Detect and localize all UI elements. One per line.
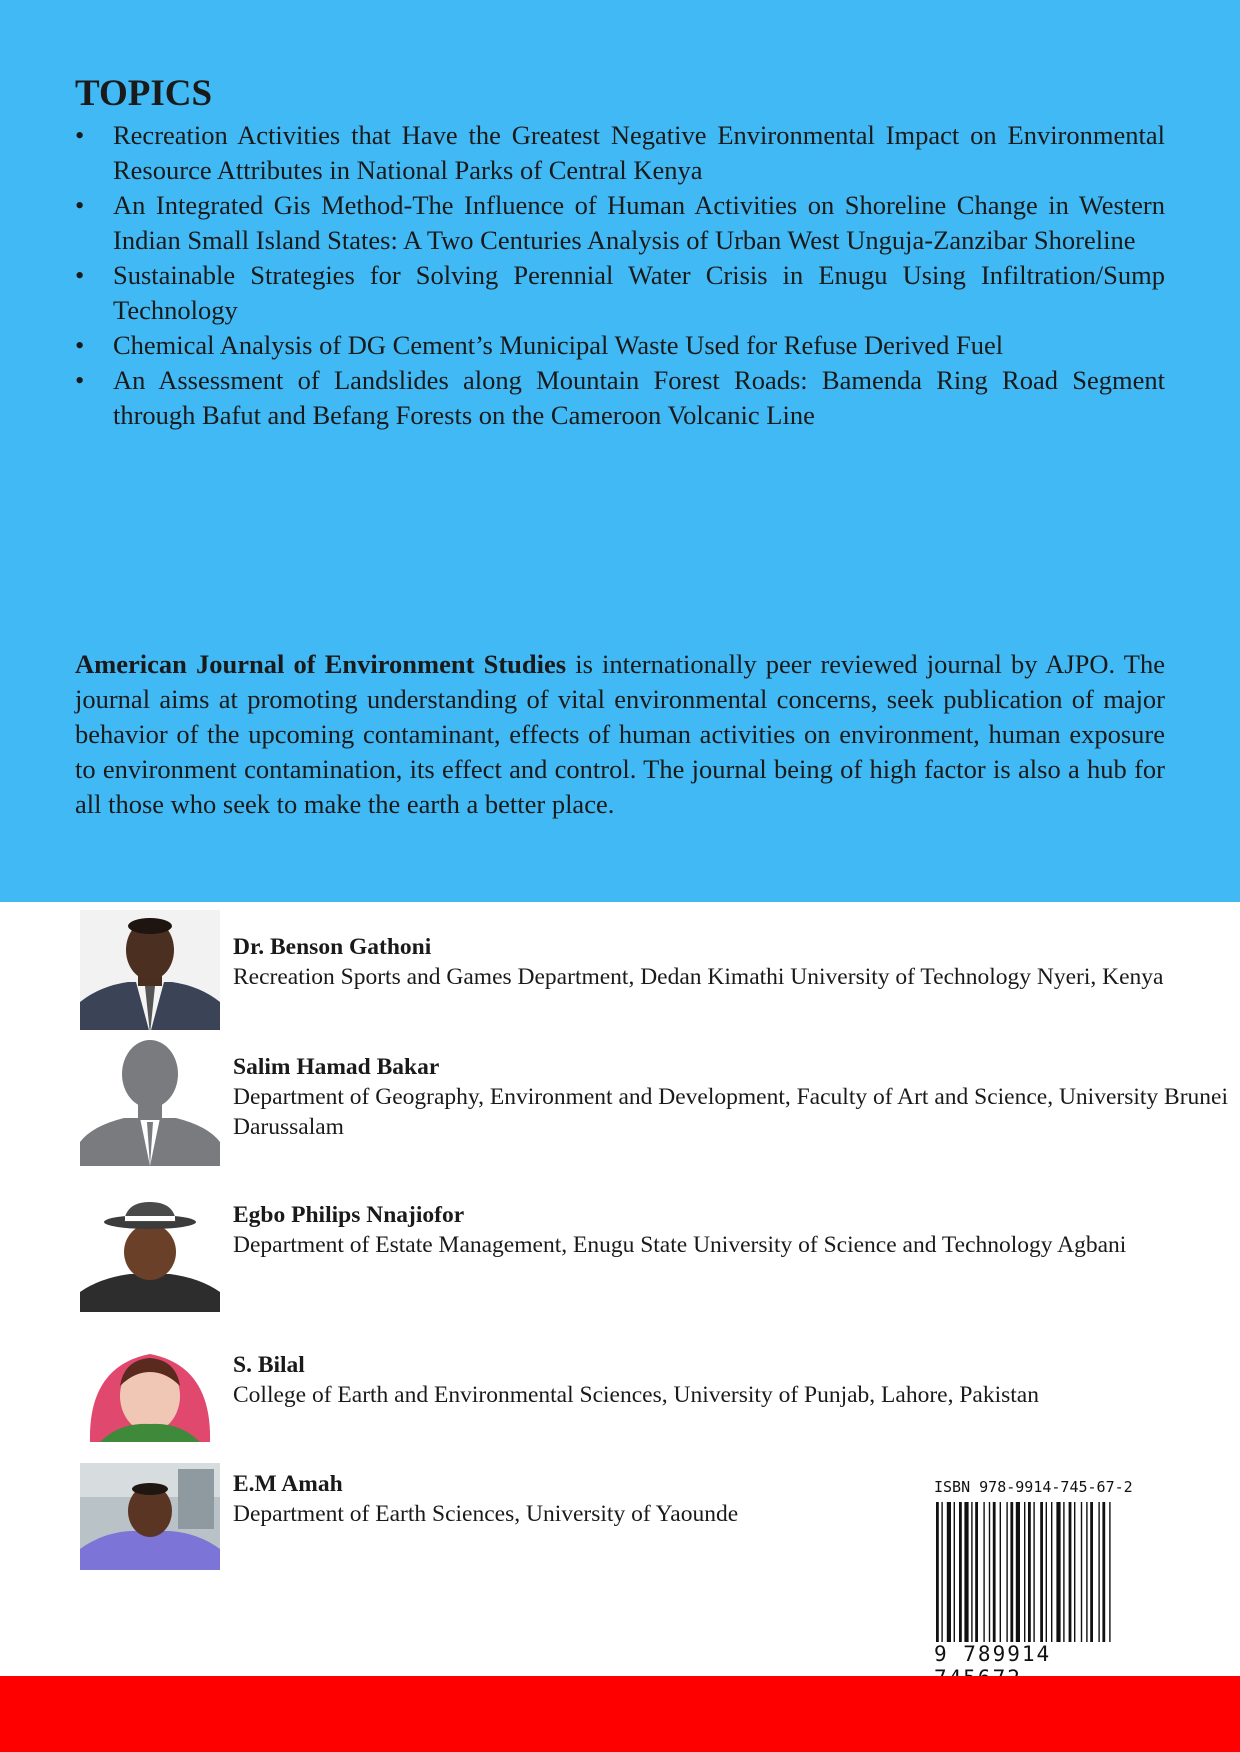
topic-text: An Assessment of Landslides along Mountain Forest Roads: Bamenda Ring Road Segment through Bafut and Befang Forests on the Cameroon Volcanic Line: [113, 365, 1165, 430]
avatar-placeholder-icon: [80, 1030, 220, 1166]
topic-text: Recreation Activities that Have the Greatest Negative Environmental Impact on Environmental Resource Attributes in National Parks of Central Kenya: [113, 120, 1165, 185]
topic-text: An Integrated Gis Method-The Influence of Human Activities on Shoreline Change in Western Indian Small Island States: A Two Centuries Analysis of Urban West Unguja-Zanzibar Shoreline: [113, 190, 1165, 255]
barcode-bar: [1000, 1502, 1001, 1642]
barcode-bar: [1102, 1502, 1105, 1652]
barcode-digits: 9 789914: [932, 1642, 1148, 1690]
topics-list: [75, 118, 1165, 433]
author-photo: [80, 1030, 220, 1166]
author-affiliation: Department of Earth Sciences, University of Yaounde: [233, 1501, 739, 1527]
barcode-bar: [1040, 1502, 1043, 1642]
journal-description-text: is internationally peer reviewed journal by AJPO. The journal aims at promoting understanding of vital environmental concerns, seek publication of major behavior of the upcoming contaminant, effects of human activities on environment, human exposure to environment contamination, its effect and control. The journal being of high factor is also a hub for all those who seek to make the earth a better place.: [75, 649, 1165, 819]
portrait-photo: [80, 1346, 220, 1442]
barcode-bar: [1028, 1502, 1031, 1652]
barcode-bar: [975, 1502, 978, 1642]
barcode-bar: [959, 1502, 962, 1642]
portrait-photo: [80, 1463, 220, 1570]
author-name: Dr. Benson Gathoni: [233, 934, 432, 960]
author-photo: [80, 1346, 220, 1442]
author-affiliation: Department of Estate Management, Enugu State University of Science and Technology Agbani: [233, 1232, 1127, 1258]
barcode-bar: [1081, 1502, 1082, 1642]
barcode-bar: [1069, 1502, 1072, 1642]
author-info: [233, 932, 1233, 992]
journal-description: [75, 647, 1165, 822]
barcode-bar: [989, 1502, 990, 1642]
portrait-photo: [80, 910, 220, 1034]
topic-item: [75, 328, 1165, 363]
topic-item: [75, 118, 1165, 188]
author-info: [233, 1200, 1233, 1260]
barcode-bar: [1098, 1502, 1099, 1642]
barcode-bar: [971, 1502, 972, 1642]
barcode-bar: [1046, 1502, 1047, 1642]
author-info: [233, 1052, 1233, 1142]
barcode-bar: [1056, 1502, 1060, 1642]
isbn-barcode-block: [928, 1478, 1148, 1668]
topics-heading: TOPICS: [75, 73, 213, 114]
topic-item: [75, 363, 1165, 433]
barcode-bar: [1016, 1502, 1020, 1642]
author-name: Egbo Philips Nnajiofor: [233, 1202, 465, 1228]
journal-name: American Journal of Environment Studies: [75, 649, 567, 679]
bullet: •: [75, 260, 85, 290]
bullet: •: [75, 365, 85, 395]
barcode-bar: [1109, 1502, 1110, 1652]
isbn-label: ISBN 978-9914-745-67-2: [934, 1478, 1133, 1496]
author-affiliation: Department of Geography, Environment and Development, Faculty of Art and Science, University Brunei Darussalam: [233, 1084, 1228, 1140]
barcode-bar: [1010, 1502, 1013, 1642]
author-affiliation: Recreation Sports and Games Department, Dedan Kimathi University of Technology Nyeri, Kenya: [233, 964, 1164, 990]
topic-text: Sustainable Strategies for Solving Perennial Water Crisis in Enugu Using Infiltration/Sump Technology: [113, 260, 1165, 325]
barcode-bar: [1024, 1502, 1025, 1652]
author-photo: [80, 1463, 220, 1570]
barcode-bar: [1033, 1502, 1034, 1642]
bullet: •: [75, 190, 85, 220]
author-name: Salim Hamad Bakar: [233, 1054, 440, 1080]
barcode-icon: [928, 1502, 1142, 1652]
barcode-bar: [954, 1502, 955, 1642]
footer-red-band: [0, 1676, 1240, 1752]
barcode-bar: [936, 1502, 939, 1652]
topic-item: [75, 188, 1165, 258]
author-entry: [80, 910, 1190, 1050]
bullet: •: [75, 330, 85, 360]
barcode-bar: [1074, 1502, 1075, 1642]
barcode-bar: [993, 1502, 996, 1642]
topic-item: [75, 258, 1165, 328]
barcode-bar: [1086, 1502, 1087, 1642]
author-info: [233, 1350, 1233, 1410]
barcode-bar: [964, 1502, 968, 1642]
author-entry: [80, 1030, 1228, 1170]
barcode-bar: [947, 1502, 951, 1642]
author-photo: [80, 910, 220, 1034]
portrait-photo: [80, 1200, 220, 1312]
author-info: [233, 1469, 933, 1529]
barcode-bar: [941, 1502, 942, 1652]
author-affiliation: College of Earth and Environmental Sciences, University of Punjab, Lahore, Pakistan: [233, 1382, 1039, 1408]
barcode-bar: [1090, 1502, 1093, 1642]
barcode-bar: [983, 1502, 984, 1642]
barcode-bar: [1006, 1502, 1007, 1642]
barcode-bar: [1063, 1502, 1064, 1642]
author-entry: [80, 1200, 1190, 1340]
topic-text: Chemical Analysis of DG Cement’s Municipal Waste Used for Refuse Derived Fuel: [113, 330, 1004, 360]
barcode-bar: [1051, 1502, 1052, 1642]
author-photo: [80, 1200, 220, 1312]
bullet: •: [75, 120, 85, 150]
author-name: S. Bilal: [233, 1352, 305, 1378]
author-name: E.M Amah: [233, 1471, 343, 1497]
